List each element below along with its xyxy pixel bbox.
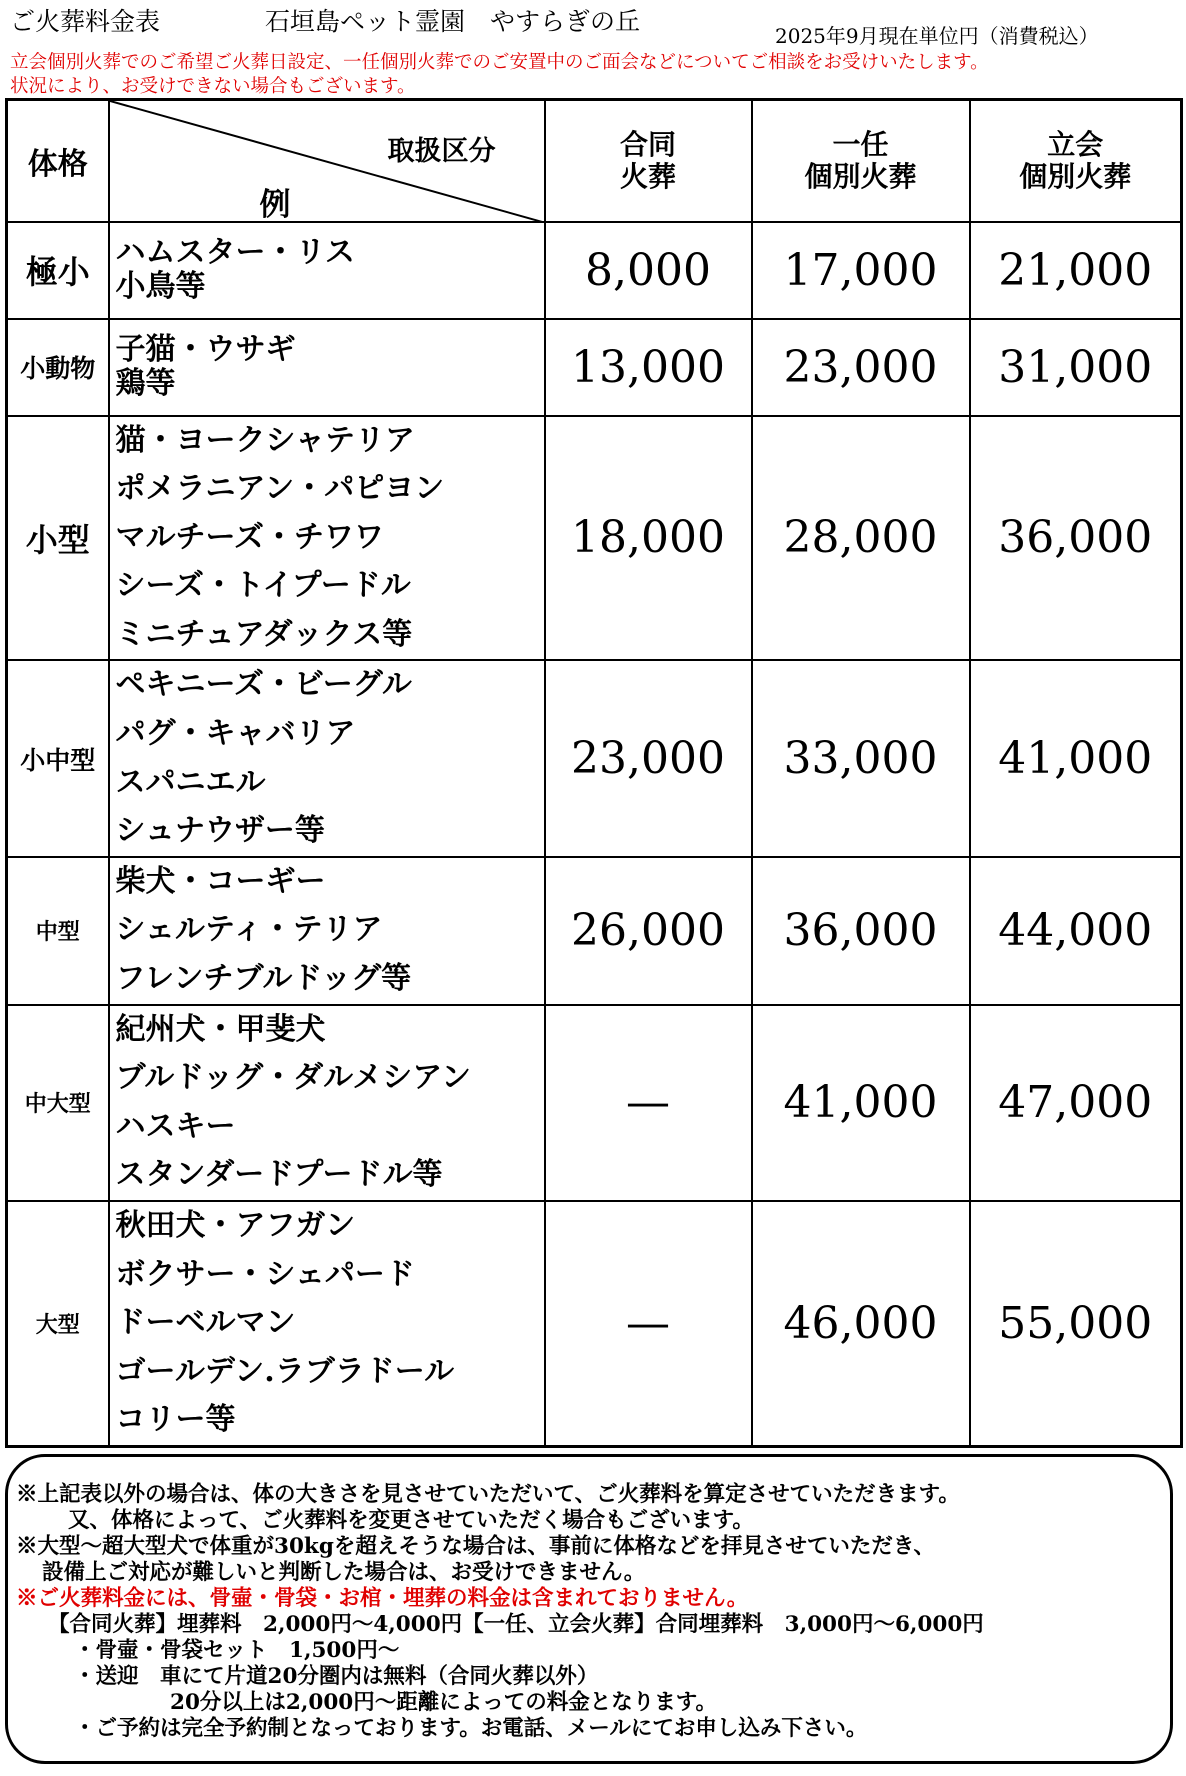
example-line: コリー等 (115, 1402, 236, 1438)
note-line-9-distance: 20分以上は2,000円～距離によっての料金となります。 (170, 1690, 718, 1715)
size-header: 体格 (7, 100, 109, 222)
examples-cell (109, 1005, 545, 1201)
note-line-4: 設備上ご対応が難しいと判断した場合は、お受けできません。 (42, 1560, 646, 1585)
size-category-cell: 小中型 (7, 660, 109, 856)
price-joint-cremation: — (545, 1005, 752, 1201)
price-attended-individual: 21,000 (970, 222, 1182, 319)
example-line: フレンチブルドッグ等 (115, 961, 412, 997)
price-entrusted-individual: 17,000 (752, 222, 970, 319)
example-line: ハスキー (115, 1108, 236, 1144)
example-line: スパニエル (115, 764, 266, 800)
price-entrusted-individual: 23,000 (752, 319, 970, 416)
column-header-line: 個別火葬 (804, 159, 917, 193)
examples-cell (109, 416, 545, 661)
price-attended-individual: 55,000 (970, 1201, 1182, 1446)
notice-line-1: 立会個別火葬でのご希望ご火葬日設定、一任個別火葬でのご安置中のご面会などについてご相談をお受けいたします。 (10, 52, 989, 73)
example-line: シーズ・トイプードル (115, 568, 411, 604)
diagonal-header-cell (109, 100, 545, 222)
notice-line-2: 状況により、お受けできない場合もございます。 (10, 76, 416, 97)
examples-cell (109, 660, 545, 856)
size-category-cell: 大型 (7, 1201, 109, 1446)
example-line: マルチーズ・チワワ (115, 519, 384, 555)
note-line-10-reservation: ・ご予約は完全予約制となっております。お電話、メールにてお申し込み下さい。 (74, 1716, 868, 1741)
column-header-line: 火葬 (619, 159, 676, 193)
table-row (7, 416, 1182, 661)
table-header-row (7, 100, 1182, 222)
example-line: パグ・キャバリア (115, 716, 356, 752)
example-line: 子猫・ウサギ (115, 332, 296, 368)
example-line: ゴールデン.ラブラドール (115, 1353, 455, 1389)
example-line: 秋田犬・アフガン (115, 1208, 356, 1243)
date-note: 2025年9月現在単位円（消費税込） (775, 24, 1099, 48)
price-joint-cremation: 18,000 (545, 416, 752, 661)
example-line: 小鳥等 (115, 269, 206, 304)
example-line: ブルドッグ・ダルメシアン (115, 1060, 471, 1096)
example-line: ペキニーズ・ビーグル (115, 667, 412, 703)
note-line-3: ※大型～超大型犬で体重が30kgを超えそうな場合は、事前に体格などを拝見させていただき、 (16, 1534, 935, 1559)
note-line-8-pickup: ・送迎 車にて片道20分圏内は無料（合同火葬以外） (74, 1664, 599, 1689)
note-line-5-warning: ※ご火葬料金には、骨壷・骨袋・お棺・埋葬の料金は含まれておりません。 (16, 1586, 749, 1611)
price-attended-individual: 44,000 (970, 857, 1182, 1005)
table-row (7, 222, 1182, 319)
note-line-6-burial-fees: 【合同火葬】埋葬料 2,000円～4,000円【一任、立会火葬】合同埋葬料 3,000円～6,000円 (48, 1612, 984, 1637)
example-line: ドーベルマン (115, 1305, 296, 1341)
example-line: ポメラニアン・パピヨン (115, 471, 445, 507)
examples-cell (109, 857, 545, 1005)
example-line: 紀州犬・甲斐犬 (115, 1011, 326, 1047)
price-joint-cremation: 13,000 (545, 319, 752, 416)
page-title: ご火葬料金表 (10, 7, 161, 36)
price-joint-cremation: 26,000 (545, 857, 752, 1005)
column-header-line: 立会 (1047, 127, 1104, 161)
price-attended-individual: 41,000 (970, 660, 1182, 856)
examples-cell (109, 319, 545, 416)
column-header-attended (970, 100, 1182, 222)
example-line: スタンダードプードル等 (115, 1157, 443, 1193)
column-header-line: 合同 (619, 127, 676, 161)
size-category-cell: 小動物 (7, 319, 109, 416)
price-attended-individual: 36,000 (970, 416, 1182, 661)
note-line-1: ※上記表以外の場合は、体の大きさを見させていただいて、ご火葬料を算定させていただきます。 (16, 1482, 960, 1507)
price-entrusted-individual: 28,000 (752, 416, 970, 661)
facility-name: 石垣島ペット霊園 やすらぎの丘 (265, 7, 641, 36)
price-entrusted-individual: 36,000 (752, 857, 970, 1005)
examples-cell (109, 222, 545, 319)
price-joint-cremation: 8,000 (545, 222, 752, 319)
category-header: 取扱区分 (387, 136, 496, 167)
price-joint-cremation: — (545, 1201, 752, 1446)
price-entrusted-individual: 46,000 (752, 1201, 970, 1446)
price-attended-individual: 47,000 (970, 1005, 1182, 1201)
example-line: ハムスター・リス (115, 235, 355, 271)
table-row (7, 1005, 1182, 1201)
example-header: 例 (259, 187, 291, 223)
table-row (7, 319, 1182, 416)
column-header-line: 一任 (832, 127, 889, 161)
example-line: シェルティ・テリア (115, 912, 383, 948)
example-line: 柴犬・コーギー (115, 863, 326, 899)
size-category-cell: 小型 (7, 416, 109, 661)
column-header-line: 個別火葬 (1019, 159, 1132, 193)
price-joint-cremation: 23,000 (545, 660, 752, 856)
notes-box (5, 1454, 1173, 1764)
price-table (5, 98, 1183, 1448)
price-entrusted-individual: 33,000 (752, 660, 970, 856)
column-header-entrusted (752, 100, 970, 222)
size-category-cell: 極小 (7, 222, 109, 319)
example-line: ミニチュアダックス等 (115, 616, 413, 652)
table-row (7, 660, 1182, 856)
note-line-2: 又、体格によって、ご火葬料を変更させていただく場合もございます。 (68, 1508, 754, 1533)
price-entrusted-individual: 41,000 (752, 1005, 970, 1201)
table-row (7, 857, 1182, 1005)
size-category-cell: 中型 (7, 857, 109, 1005)
column-header-joint (545, 100, 752, 222)
note-line-7-urn-set: ・骨壷・骨袋セット 1,500円～ (74, 1638, 400, 1663)
table-row (7, 1201, 1182, 1446)
example-line: 猫・ヨークシャテリア (115, 422, 415, 458)
size-category-cell: 中大型 (7, 1005, 109, 1201)
example-line: 鶏等 (115, 366, 176, 401)
examples-cell (109, 1201, 545, 1446)
example-line: シュナウザー等 (115, 813, 325, 849)
example-line: ボクサー・シェパード (115, 1256, 415, 1292)
price-attended-individual: 31,000 (970, 319, 1182, 416)
